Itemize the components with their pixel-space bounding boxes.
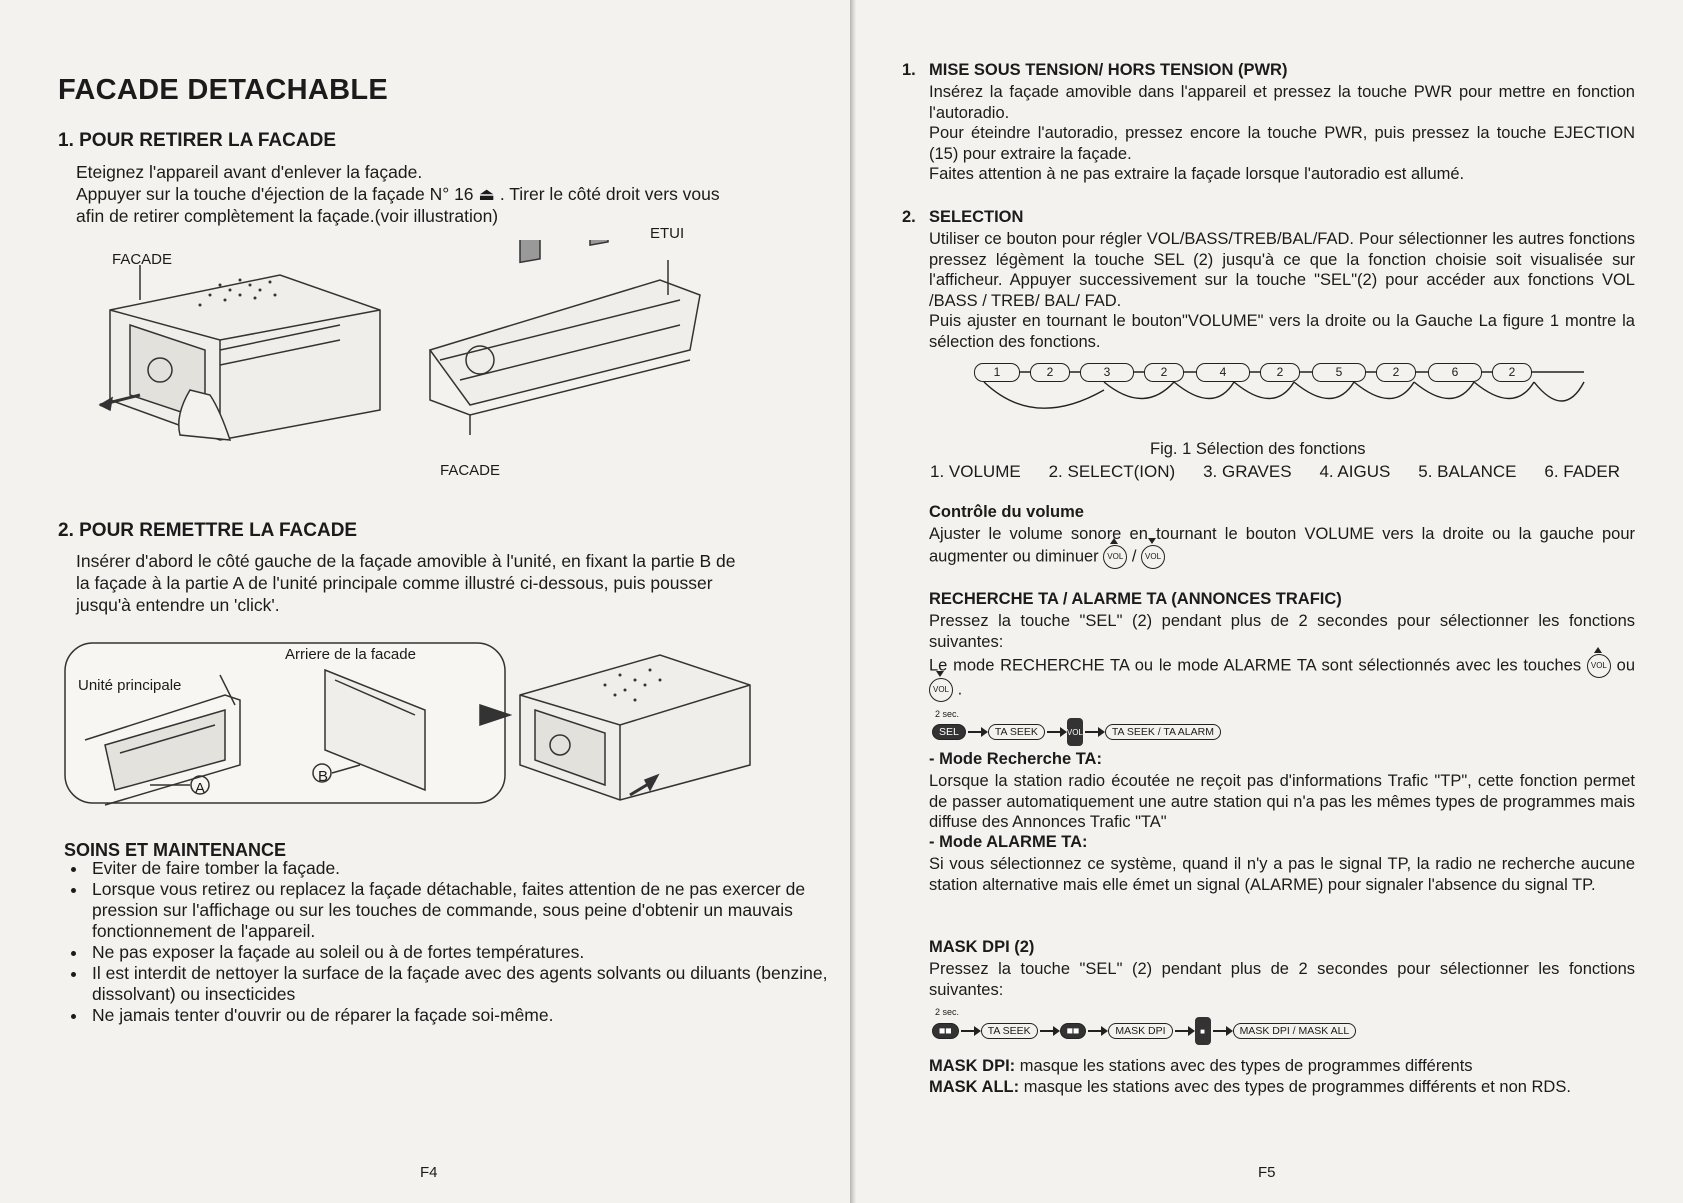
- list-item: • Lorsque vous retirez ou replacez la façade détachable, faites attention de ne pas exercer de pression sur l'affichage ou sur les touches de commande, sous peine d'obtenir un mauvais fonctionnement de l'appareil.: [88, 879, 828, 942]
- label-unit: Unité principale: [78, 677, 182, 694]
- function-list: [930, 462, 1620, 482]
- arrow-icon: [1085, 731, 1103, 733]
- volume-heading: Contrôle du volume: [929, 503, 1084, 521]
- mask-all-definition: MASK ALL: masque les stations avec des types de programmes différents et non RDS.: [929, 1078, 1571, 1096]
- fig-step-2: 2: [1030, 363, 1070, 382]
- section2-line3: jusqu'à entendre un 'click'.: [76, 595, 280, 615]
- seek-mode-body: Lorsque la station radio écoutée ne reçoit pas d'informations Trafic "TP", cette fonction permet de passer automatiquement une autre station qui n'a pas les mêmes types de programmes mais diffuse des Annonces Trafic "TA": [929, 772, 1635, 831]
- fig-step-6: 2: [1260, 363, 1300, 382]
- ta-seq-time: 2 sec.: [935, 709, 960, 719]
- item1-heading: MISE SOUS TENSION/ HORS TENSION (PWR): [929, 61, 1288, 79]
- arrow-icon: [1088, 1030, 1106, 1032]
- list-item: • Eviter de faire tomber la façade.: [88, 858, 828, 879]
- volume-down-icon: VOL: [929, 678, 953, 702]
- label-etui: ETUI: [650, 225, 685, 242]
- page-number-left: F4: [420, 1164, 438, 1181]
- sel-button-icon: ■■: [932, 1023, 959, 1039]
- function-item: 5. BALANCE: [1418, 462, 1517, 481]
- function-item: 2. SELECT(ION): [1048, 462, 1176, 481]
- function-selection-diagram: [974, 360, 1594, 430]
- page-number-right: F5: [1258, 1164, 1276, 1181]
- function-item: 3. GRAVES: [1203, 462, 1292, 481]
- fig-step-4: 2: [1144, 363, 1184, 382]
- function-item: 6. FADER: [1544, 462, 1620, 481]
- arrow-icon: [961, 1030, 979, 1032]
- volume-knob-icon: VOL: [1067, 718, 1083, 746]
- section1-line2: Appuyer sur la touche d'éjection de la façade N° 16 ⏏ . Tirer le côté droit vers vous: [76, 184, 720, 204]
- sel-button-icon: SEL: [932, 724, 966, 740]
- fig-step-5: 4: [1196, 363, 1250, 382]
- section1-line1: Eteignez l'appareil avant d'enlever la façade.: [76, 162, 423, 182]
- ta-body-2: Le mode RECHERCHE TA ou le mode ALARME TA sont sélectionnés avec les touches VOL ou VOL .: [929, 654, 1635, 702]
- mask-sequence: [932, 1017, 1356, 1045]
- arrow-icon: [968, 731, 986, 733]
- function-item: 1. VOLUME: [930, 462, 1021, 481]
- care-heading: SOINS ET MAINTENANCE: [64, 840, 287, 860]
- sel-button-icon: ■: [1195, 1017, 1211, 1045]
- section2-line2: la façade à la partie A de l'unité principale comme illustré ci-dessous, puis pousser: [76, 573, 713, 593]
- list-item: • Il est interdit de nettoyer la surface de la façade avec des agents solvants ou diluants (benzine, dissolvant) ou insecticides: [88, 963, 828, 1005]
- volume-up-icon: VOL: [1587, 654, 1611, 678]
- volume-up-icon: VOL: [1103, 545, 1127, 569]
- care-list: [64, 858, 828, 1026]
- section1-heading: 1. POUR RETIRER LA FACADE: [58, 130, 336, 151]
- label-facade-back: Arriere de la facade: [285, 646, 416, 663]
- label-facade-bottom: FACADE: [440, 462, 501, 479]
- facade-fitting-illustration: [60, 635, 780, 820]
- fig-step-7: 5: [1312, 363, 1366, 382]
- arrow-icon: [1047, 731, 1065, 733]
- mask-all-box: MASK DPI / MASK ALL: [1233, 1023, 1357, 1039]
- fig-step-3: 3: [1080, 363, 1134, 382]
- item1-number: 1.: [902, 61, 916, 79]
- ta-result-box: TA SEEK / TA ALARM: [1105, 724, 1221, 740]
- mask-body: Pressez la touche "SEL" (2) pendant plus de 2 secondes pour sélectionner les fonctions suivantes:: [929, 960, 1635, 999]
- label-facade-top: FACADE: [112, 251, 173, 268]
- function-item: 4. AIGUS: [1319, 462, 1391, 481]
- ta-seek-box: TA SEEK: [988, 724, 1045, 740]
- list-item: • Ne pas exposer la façade au soleil ou à de fortes températures.: [88, 942, 828, 963]
- mask-seq-time: 2 sec.: [935, 1007, 960, 1017]
- mask-dpi-definition: MASK DPI: masque les stations avec des types de programmes différents: [929, 1057, 1473, 1075]
- alarm-mode-heading: - Mode ALARME TA:: [929, 833, 1088, 851]
- label-part-a: A: [195, 780, 206, 797]
- item2-number: 2.: [902, 208, 916, 226]
- ta-sequence: [932, 718, 1221, 746]
- fig-step-8: 2: [1376, 363, 1416, 382]
- volume-down-icon: VOL: [1141, 545, 1165, 569]
- fig-step-9: 6: [1428, 363, 1482, 382]
- section2-line1: Insérer d'abord le côté gauche de la façade amovible à l'unité, en fixant la partie B de: [76, 551, 736, 571]
- figure-caption: Fig. 1 Sélection des fonctions: [1150, 440, 1366, 458]
- arrow-icon: [1040, 1030, 1058, 1032]
- ta-seek-box: TA SEEK: [981, 1023, 1038, 1039]
- alarm-mode-body: Si vous sélectionnez ce système, quand il n'y a pas le signal TP, la radio ne recherche aucune station alternative mais elle émet un signal (ALARME) pour signaler l'absence du signal TP.: [929, 855, 1635, 894]
- page-title: FACADE DETACHABLE: [58, 74, 389, 106]
- arrow-icon: [1213, 1030, 1231, 1032]
- mask-dpi-box: MASK DPI: [1108, 1023, 1172, 1039]
- ta-body-1: Pressez la touche "SEL" (2) pendant plus de 2 secondes pour sélectionner les fonctions suivantes:: [929, 612, 1635, 651]
- volume-body: Ajuster le volume sonore en tournant le bouton VOLUME vers la droite ou la gauche pour augmenter ou diminuer VOL / VOL: [929, 524, 1635, 569]
- item2-body: Utiliser ce bouton pour régler VOL/BASS/TREB/BAL/FAD. Pour sélectionner les autres fonctions pressez légèment la touche SEL (2) jusqu'à ce que la fonction choisie soit visualisée sur l'afficheur. Appuyer successivement sur la touche "SEL"(2) pour accéder aux fonctions VOL /BASS / TREB/ BAL/ FAD. Puis ajuster en tournant le bouton"VOLUME" vers la droite ou la Gauche La figure 1 montre la sélection des fonctions.: [929, 230, 1635, 351]
- fig-step-10: 2: [1492, 363, 1532, 382]
- item1-body: Insérez la façade amovible dans l'appareil et pressez la touche PWR pour mettre en fonction l'autoradio. Pour éteindre l'autoradio, pressez encore la touche PWR, puis pressez la touche EJECTION (15) pour extraire la façade. Faites attention à ne pas extraire la façade lorsque l'autoradio est allumé.: [929, 83, 1635, 183]
- facade-removal-illustration: [80, 240, 800, 480]
- arrow-icon: [1175, 1030, 1193, 1032]
- label-part-b: B: [318, 768, 329, 785]
- ta-heading: RECHERCHE TA / ALARME TA (ANNONCES TRAFIC): [929, 590, 1342, 608]
- list-item: • Ne jamais tenter d'ouvrir ou de réparer la façade soi-même.: [88, 1005, 828, 1026]
- sel-button-icon: ■■: [1060, 1023, 1087, 1039]
- fig-step-1: 1: [974, 363, 1020, 382]
- item2-heading: SELECTION: [929, 208, 1024, 226]
- section2-heading: 2. POUR REMETTRE LA FACADE: [58, 520, 358, 541]
- seek-mode-heading: - Mode Recherche TA:: [929, 750, 1102, 768]
- mask-heading: MASK DPI (2): [929, 938, 1035, 956]
- eject-icon: ⏏: [478, 184, 495, 204]
- section1-line3: afin de retirer complètement la façade.(voir illustration): [76, 206, 499, 226]
